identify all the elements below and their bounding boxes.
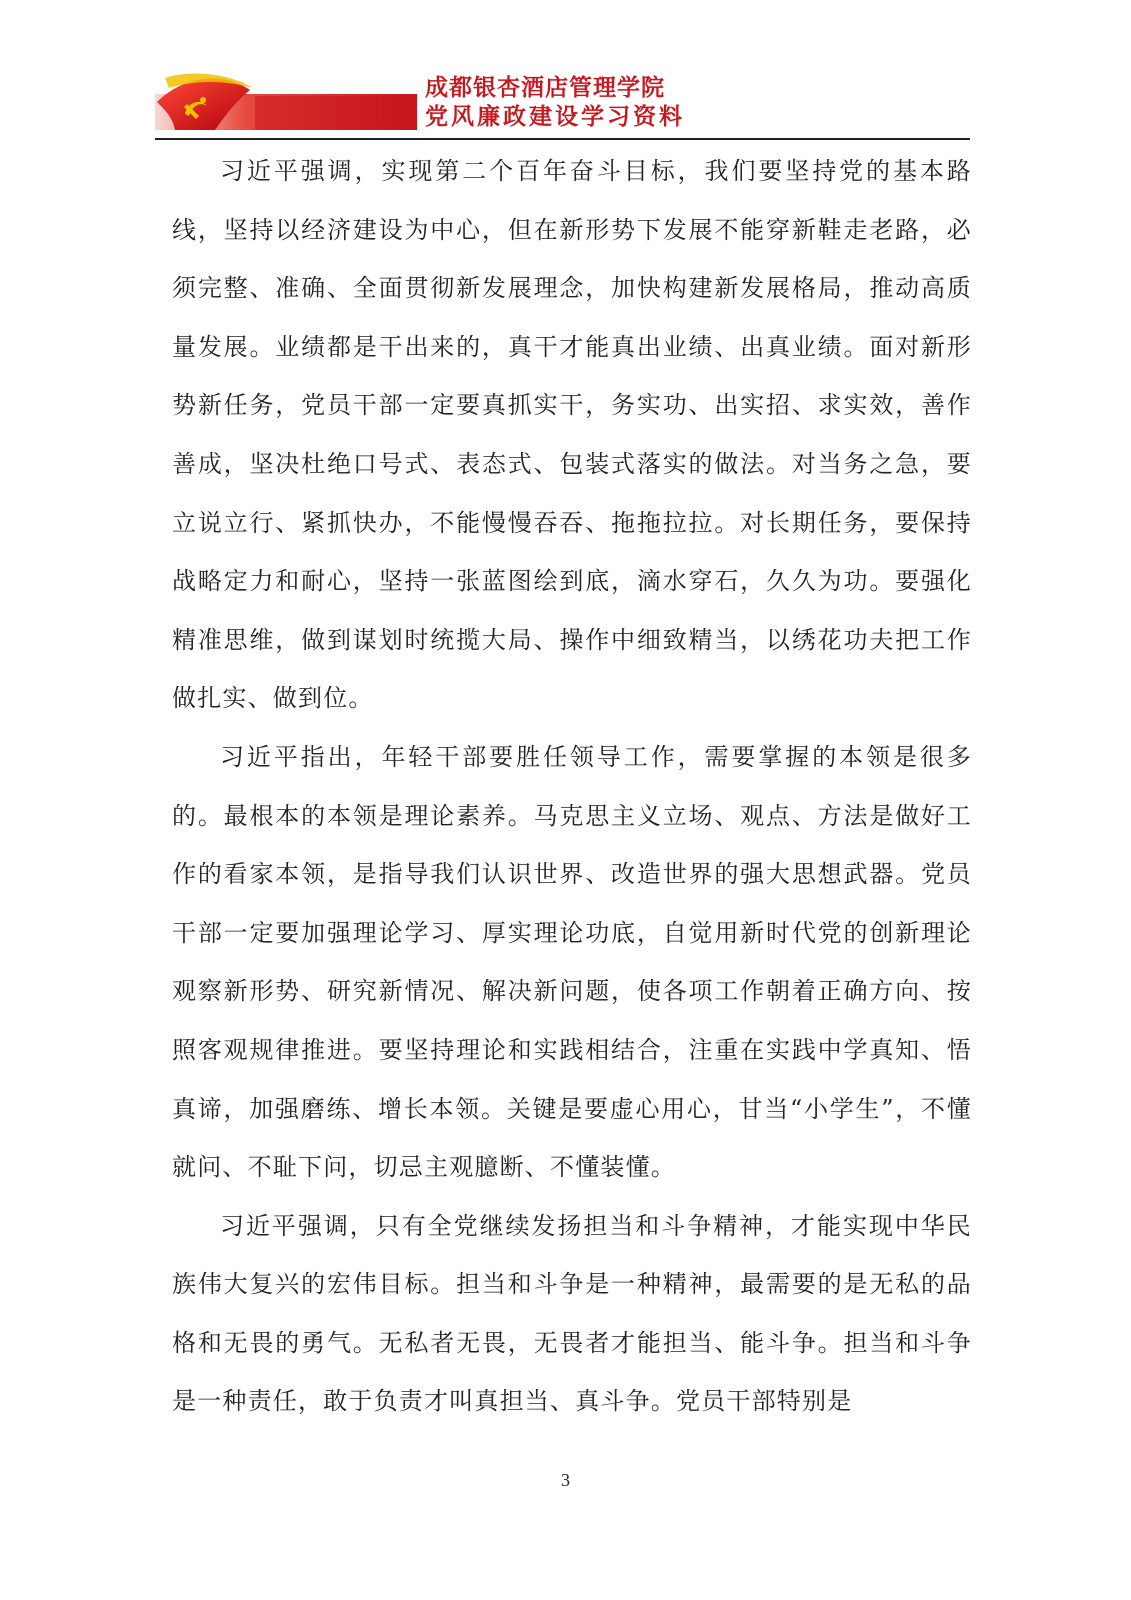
header-college-name: 成都银杏酒店管理学院 — [425, 75, 665, 101]
paragraph-3: 习近平强调，只有全党继续发扬担当和斗争精神，才能实现中华民族伟大复兴的宏伟目标。担当和斗争是一种精神，最需要的是无私的品格和无畏的勇气。无私者无畏，无畏者才能担当、能斗争。担当和斗争是一种责任，敢于负责才叫真担当、真斗争。党员干部特别是 — [172, 1211, 972, 1416]
header-document-title: 党风廉政建设学习资料 — [425, 104, 685, 130]
header-divider — [155, 138, 970, 140]
page-number: 3 — [561, 1470, 570, 1490]
document-body — [172, 142, 972, 1431]
page-header — [155, 70, 970, 140]
paragraph-2: 习近平指出，年轻干部要胜任领导工作，需要掌握的本领是很多的。最根本的本领是理论素养。马克思主义立场、观点、方法是做好工作的看家本领，是指导我们认识世界、改造世界的强大思想武器。党员干部一定要加强理论学习、厚实理论功底，自觉用新时代党的创新理论观察新形势、研究新情况、解决新问题，使各项工作朝着正确方向、按照客观规律推进。要坚持理论和实践相结合，注重在实践中学真知、悟真谛，加强磨练、增长本领。关键是要虚心用心，甘当“小学生”，不懂就问、不耻下问，切忌主观臆断、不懂装懂。 — [172, 742, 972, 1182]
header-titles — [425, 74, 685, 132]
party-emblem-banner-icon — [155, 72, 417, 130]
paragraph-1: 习近平强调，实现第二个百年奋斗目标，我们要坚持党的基本路线，坚持以经济建设为中心，但在新形势下发展不能穿新鞋走老路，必须完整、准确、全面贯彻新发展理念，加快构建新发展格局，推动高质量发展。业绩都是干出来的，真干才能真出业绩、出真业绩。面对新形势新任务，党员干部一定要真抓实干，务实功、出实招、求实效，善作善成，坚决杜绝口号式、表态式、包装式落实的做法。对当务之急，要立说立行、紧抓快办，不能慢慢吞吞、拖拖拉拉。对长期任务，要保持战略定力和耐心，坚持一张蓝图绘到底，滴水穿石，久久为功。要强化精准思维，做到谋划时统揽大局、操作中细致精当，以绣花功夫把工作做扎实、做到位。 — [172, 157, 972, 713]
